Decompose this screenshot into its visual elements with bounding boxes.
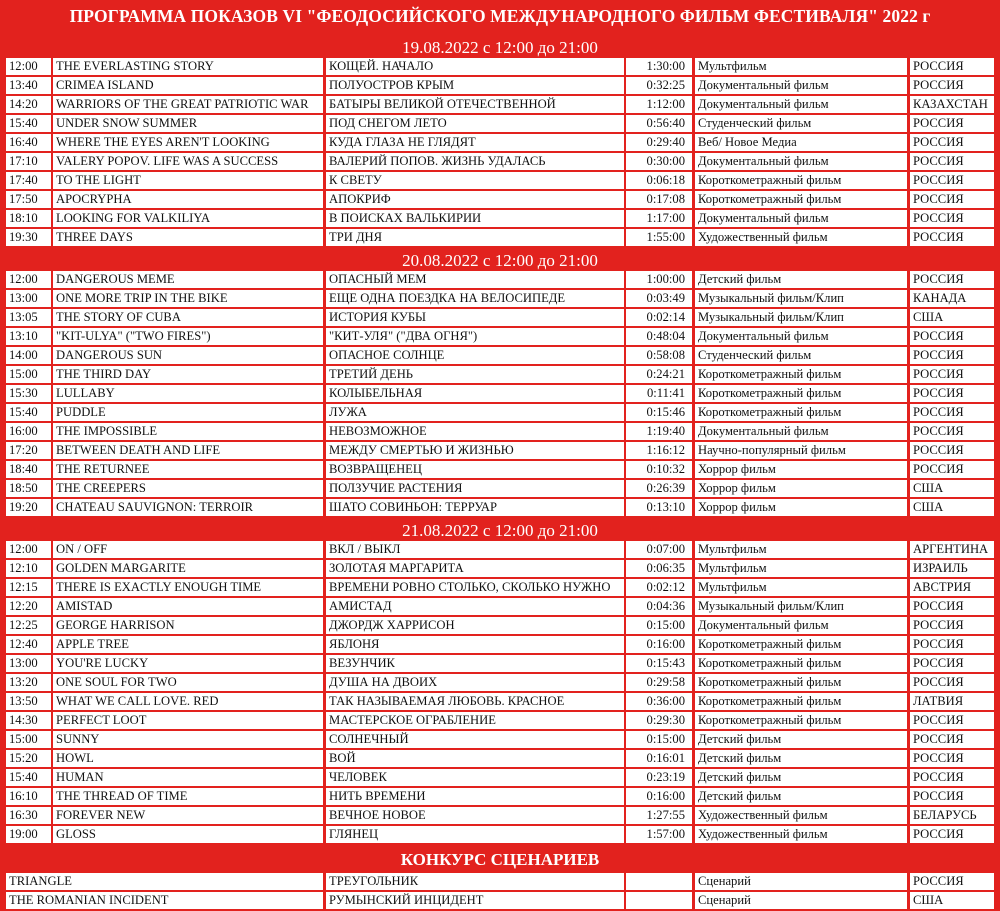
film-genre: Мультфильм <box>695 560 907 577</box>
film-genre: Документальный фильм <box>695 96 907 113</box>
film-title-en: THE RETURNEE <box>53 461 323 478</box>
film-title-ru: ТРИ ДНЯ <box>326 229 624 246</box>
film-duration: 1:27:55 <box>626 807 692 824</box>
film-title-ru: ИСТОРИЯ КУБЫ <box>326 309 624 326</box>
schedule-row <box>0 115 1000 134</box>
film-country: РОССИЯ <box>910 712 994 729</box>
film-title-en: ON / OFF <box>53 541 323 558</box>
film-duration: 0:02:12 <box>626 579 692 596</box>
film-duration: 1:30:00 <box>626 58 692 75</box>
screening-time: 19:20 <box>6 499 51 516</box>
script-title-en: THE ROMANIAN INCIDENT <box>6 892 323 909</box>
schedule-row <box>0 172 1000 191</box>
film-title-ru: КОЛЫБЕЛЬНАЯ <box>326 385 624 402</box>
film-title-en: THE THIRD DAY <box>53 366 323 383</box>
film-title-en: DANGEROUS MEME <box>53 271 323 288</box>
film-duration: 0:17:08 <box>626 191 692 208</box>
film-genre: Детский фильм <box>695 271 907 288</box>
film-title-ru: В ПОИСКАХ ВАЛЬКИРИИ <box>326 210 624 227</box>
film-duration: 0:15:00 <box>626 731 692 748</box>
film-genre: Короткометражный фильм <box>695 693 907 710</box>
film-genre: Музыкальный фильм/Клип <box>695 290 907 307</box>
film-duration: 0:30:00 <box>626 153 692 170</box>
film-title-en: FOREVER NEW <box>53 807 323 824</box>
schedule-row <box>0 404 1000 423</box>
film-genre: Короткометражный фильм <box>695 674 907 691</box>
screening-time: 18:50 <box>6 480 51 497</box>
film-title-en: ONE SOUL FOR TWO <box>53 674 323 691</box>
screening-time: 15:30 <box>6 385 51 402</box>
script-title-ru: ТРЕУГОЛЬНИК <box>326 873 624 890</box>
film-duration: 0:48:04 <box>626 328 692 345</box>
film-title-en: APPLE TREE <box>53 636 323 653</box>
film-duration: 0:10:32 <box>626 461 692 478</box>
film-country: РОССИЯ <box>910 271 994 288</box>
film-duration: 0:36:00 <box>626 693 692 710</box>
film-title-en: PUDDLE <box>53 404 323 421</box>
schedule-row <box>0 693 1000 712</box>
film-country: РОССИЯ <box>910 674 994 691</box>
film-title-ru: ПОЛУОСТРОВ КРЫМ <box>326 77 624 94</box>
screening-time: 17:10 <box>6 153 51 170</box>
film-title-en: LOOKING FOR VALKILIYA <box>53 210 323 227</box>
film-title-en: THE CREEPERS <box>53 480 323 497</box>
film-title-en: HOWL <box>53 750 323 767</box>
film-duration: 0:56:40 <box>626 115 692 132</box>
screening-time: 14:20 <box>6 96 51 113</box>
schedule-row <box>0 480 1000 499</box>
film-genre: Мультфильм <box>695 579 907 596</box>
film-country: РОССИЯ <box>910 115 994 132</box>
screening-time: 17:50 <box>6 191 51 208</box>
film-country: АВСТРИЯ <box>910 579 994 596</box>
screening-time: 16:40 <box>6 134 51 151</box>
film-genre: Документальный фильм <box>695 423 907 440</box>
schedule-row <box>0 769 1000 788</box>
film-country: ЛАТВИЯ <box>910 693 994 710</box>
schedule-row <box>0 461 1000 480</box>
schedule-row <box>0 210 1000 229</box>
film-title-ru: ТРЕТИЙ ДЕНЬ <box>326 366 624 383</box>
film-title-ru: ДЖОРДЖ ХАРРИСОН <box>326 617 624 634</box>
film-country: РОССИЯ <box>910 788 994 805</box>
film-country: США <box>910 309 994 326</box>
film-title-en: WHERE THE EYES AREN'T LOOKING <box>53 134 323 151</box>
film-genre: Художественный фильм <box>695 807 907 824</box>
film-title-en: GOLDEN MARGARITE <box>53 560 323 577</box>
film-genre: Хоррор фильм <box>695 480 907 497</box>
film-title-ru: ЕЩЕ ОДНА ПОЕЗДКА НА ВЕЛОСИПЕДЕ <box>326 290 624 307</box>
film-title-ru: ВЕЧНОЕ НОВОЕ <box>326 807 624 824</box>
film-duration: 1:16:12 <box>626 442 692 459</box>
screening-time: 13:10 <box>6 328 51 345</box>
day-header: 21.08.2022 с 12:00 до 21:00 <box>402 521 598 540</box>
schedule-row <box>0 153 1000 172</box>
script-row <box>0 892 1000 911</box>
film-country: РОССИЯ <box>910 153 994 170</box>
film-country: РОССИЯ <box>910 366 994 383</box>
film-title-en: UNDER SNOW SUMMER <box>53 115 323 132</box>
film-duration: 1:19:40 <box>626 423 692 440</box>
script-title-ru: РУМЫНСКИЙ ИНЦИДЕНТ <box>326 892 624 909</box>
film-duration: 0:24:21 <box>626 366 692 383</box>
film-genre: Хоррор фильм <box>695 499 907 516</box>
screening-time: 13:50 <box>6 693 51 710</box>
film-title-ru: КУДА ГЛАЗА НЕ ГЛЯДЯТ <box>326 134 624 151</box>
film-country: США <box>910 499 994 516</box>
film-title-ru: ТАК НАЗЫВАЕМАЯ ЛЮБОВЬ. КРАСНОЕ <box>326 693 624 710</box>
film-genre: Документальный фильм <box>695 617 907 634</box>
film-title-en: THREE DAYS <box>53 229 323 246</box>
film-duration: 0:02:14 <box>626 309 692 326</box>
schedule-row <box>0 385 1000 404</box>
film-genre: Короткометражный фильм <box>695 191 907 208</box>
screening-time: 13:20 <box>6 674 51 691</box>
screening-time: 15:40 <box>6 404 51 421</box>
film-genre: Мультфильм <box>695 58 907 75</box>
film-title-en: YOU'RE LUCKY <box>53 655 323 672</box>
film-genre: Детский фильм <box>695 788 907 805</box>
script-genre: Сценарий <box>695 892 907 909</box>
film-title-en: GLOSS <box>53 826 323 843</box>
film-title-ru: ЧЕЛОВЕК <box>326 769 624 786</box>
film-title-ru: БАТЫРЫ ВЕЛИКОЙ ОТЕЧЕСТВЕННОЙ <box>326 96 624 113</box>
film-genre: Детский фильм <box>695 750 907 767</box>
screening-time: 13:40 <box>6 77 51 94</box>
film-genre: Короткометражный фильм <box>695 636 907 653</box>
screening-time: 18:40 <box>6 461 51 478</box>
film-genre: Мультфильм <box>695 541 907 558</box>
script-duration <box>626 892 692 909</box>
screening-time: 15:00 <box>6 731 51 748</box>
screening-time: 12:40 <box>6 636 51 653</box>
scripts-contest-header: КОНКУРС СЦЕНАРИЕВ <box>400 850 600 869</box>
film-title-en: LULLABY <box>53 385 323 402</box>
film-title-en: CRIMEA ISLAND <box>53 77 323 94</box>
screening-time: 18:10 <box>6 210 51 227</box>
film-country: РОССИЯ <box>910 328 994 345</box>
film-title-ru: ВОЗВРАЩЕНЕЦ <box>326 461 624 478</box>
film-duration: 0:11:41 <box>626 385 692 402</box>
film-title-en: GEORGE HARRISON <box>53 617 323 634</box>
film-duration: 0:06:18 <box>626 172 692 189</box>
film-title-ru: ВОЙ <box>326 750 624 767</box>
schedule-row <box>0 807 1000 826</box>
film-title-ru: НИТЬ ВРЕМЕНИ <box>326 788 624 805</box>
film-duration: 0:29:40 <box>626 134 692 151</box>
film-genre: Хоррор фильм <box>695 461 907 478</box>
film-duration: 0:16:01 <box>626 750 692 767</box>
film-genre: Музыкальный фильм/Клип <box>695 309 907 326</box>
film-genre: Короткометражный фильм <box>695 655 907 672</box>
schedule-row <box>0 366 1000 385</box>
screening-time: 19:30 <box>6 229 51 246</box>
film-country: РОССИЯ <box>910 134 994 151</box>
page-title: ПРОГРАММА ПОКАЗОВ VI "ФЕОДОСИЙСКОГО МЕЖДУНАРОДНОГО ФИЛЬМ ФЕСТИВАЛЯ" 2022 г <box>69 6 931 26</box>
script-row <box>0 873 1000 892</box>
film-duration: 1:55:00 <box>626 229 692 246</box>
film-title-en: VALERY POPOV. LIFE WAS A SUCCESS <box>53 153 323 170</box>
film-title-ru: ПОД СНЕГОМ ЛЕТО <box>326 115 624 132</box>
film-country: КАНАДА <box>910 290 994 307</box>
film-country: РОССИЯ <box>910 769 994 786</box>
film-country: РОССИЯ <box>910 77 994 94</box>
schedule-row <box>0 636 1000 655</box>
film-title-en: WHAT WE CALL LOVE. RED <box>53 693 323 710</box>
schedule-row <box>0 579 1000 598</box>
film-title-en: SUNNY <box>53 731 323 748</box>
screening-time: 15:00 <box>6 366 51 383</box>
film-duration: 0:29:58 <box>626 674 692 691</box>
film-duration: 0:03:49 <box>626 290 692 307</box>
screening-time: 17:40 <box>6 172 51 189</box>
film-duration: 0:15:00 <box>626 617 692 634</box>
film-country: РОССИЯ <box>910 347 994 364</box>
film-title-ru: АПОКРИФ <box>326 191 624 208</box>
film-title-ru: МАСТЕРСКОЕ ОГРАБЛЕНИЕ <box>326 712 624 729</box>
schedule-row <box>0 750 1000 769</box>
screening-time: 16:30 <box>6 807 51 824</box>
schedule-row <box>0 442 1000 461</box>
film-genre: Короткометражный фильм <box>695 366 907 383</box>
film-duration: 0:15:43 <box>626 655 692 672</box>
film-country: РОССИЯ <box>910 636 994 653</box>
schedule-row <box>0 347 1000 366</box>
schedule-row <box>0 423 1000 442</box>
schedule-row <box>0 541 1000 560</box>
film-title-ru: ЗОЛОТАЯ МАРГАРИТА <box>326 560 624 577</box>
film-duration: 1:57:00 <box>626 826 692 843</box>
film-duration: 0:58:08 <box>626 347 692 364</box>
film-genre: Студенческий фильм <box>695 115 907 132</box>
film-genre: Документальный фильм <box>695 328 907 345</box>
film-country: РОССИЯ <box>910 172 994 189</box>
film-duration: 0:06:35 <box>626 560 692 577</box>
film-title-ru: ШАТО СОВИНЬОН: ТЕРРУАР <box>326 499 624 516</box>
schedule-row <box>0 712 1000 731</box>
film-genre: Документальный фильм <box>695 77 907 94</box>
film-duration: 0:13:10 <box>626 499 692 516</box>
film-genre: Научно-популярный фильм <box>695 442 907 459</box>
film-country: РОССИЯ <box>910 191 994 208</box>
film-title-en: "KIT-ULYA" ("TWO FIRES") <box>53 328 323 345</box>
film-title-ru: ВРЕМЕНИ РОВНО СТОЛЬКО, СКОЛЬКО НУЖНО <box>326 579 624 596</box>
schedule-row <box>0 229 1000 248</box>
film-genre: Детский фильм <box>695 769 907 786</box>
screening-time: 12:15 <box>6 579 51 596</box>
film-title-en: HUMAN <box>53 769 323 786</box>
film-country: РОССИЯ <box>910 598 994 615</box>
screening-time: 19:00 <box>6 826 51 843</box>
film-duration: 0:29:30 <box>626 712 692 729</box>
film-duration: 0:23:19 <box>626 769 692 786</box>
film-title-en: THERE IS EXACTLY ENOUGH TIME <box>53 579 323 596</box>
screening-time: 13:00 <box>6 655 51 672</box>
film-title-ru: ПОЛЗУЧИЕ РАСТЕНИЯ <box>326 480 624 497</box>
schedule-row <box>0 617 1000 636</box>
screening-time: 15:40 <box>6 769 51 786</box>
film-duration: 1:00:00 <box>626 271 692 288</box>
film-genre: Детский фильм <box>695 731 907 748</box>
film-duration: 0:16:00 <box>626 788 692 805</box>
film-country: РОССИЯ <box>910 229 994 246</box>
film-country: РОССИЯ <box>910 750 994 767</box>
screening-time: 12:10 <box>6 560 51 577</box>
schedule-row <box>0 499 1000 518</box>
film-genre: Документальный фильм <box>695 210 907 227</box>
film-title-en: ONE MORE TRIP IN THE BIKE <box>53 290 323 307</box>
screening-time: 12:25 <box>6 617 51 634</box>
film-title-en: DANGEROUS SUN <box>53 347 323 364</box>
film-title-ru: К СВЕТУ <box>326 172 624 189</box>
film-title-ru: ГЛЯНЕЦ <box>326 826 624 843</box>
screening-time: 12:00 <box>6 58 51 75</box>
film-title-en: CHATEAU SAUVIGNON: TERROIR <box>53 499 323 516</box>
film-country: РОССИЯ <box>910 423 994 440</box>
schedule-row <box>0 826 1000 845</box>
film-title-ru: ОПАСНОЕ СОЛНЦЕ <box>326 347 624 364</box>
film-country: РОССИЯ <box>910 617 994 634</box>
schedule-row <box>0 674 1000 693</box>
film-duration: 0:26:39 <box>626 480 692 497</box>
film-title-en: APOCRYPHA <box>53 191 323 208</box>
film-country: РОССИЯ <box>910 385 994 402</box>
screening-time: 14:00 <box>6 347 51 364</box>
film-country: РОССИЯ <box>910 655 994 672</box>
film-duration: 0:16:00 <box>626 636 692 653</box>
film-genre: Короткометражный фильм <box>695 385 907 402</box>
schedule-row <box>0 309 1000 328</box>
screening-time: 15:20 <box>6 750 51 767</box>
film-genre: Художественный фильм <box>695 826 907 843</box>
schedule-row <box>0 655 1000 674</box>
film-title-en: PERFECT LOOT <box>53 712 323 729</box>
schedule-row <box>0 96 1000 115</box>
film-duration: 0:32:25 <box>626 77 692 94</box>
film-title-ru: КОЩЕЙ. НАЧАЛО <box>326 58 624 75</box>
screening-time: 16:10 <box>6 788 51 805</box>
screening-time: 12:00 <box>6 271 51 288</box>
film-title-ru: ЯБЛОНЯ <box>326 636 624 653</box>
film-country: ИЗРАИЛЬ <box>910 560 994 577</box>
film-title-ru: МЕЖДУ СМЕРТЬЮ И ЖИЗНЬЮ <box>326 442 624 459</box>
film-genre: Веб/ Новое Медиа <box>695 134 907 151</box>
film-duration: 1:12:00 <box>626 96 692 113</box>
film-country: БЕЛАРУСЬ <box>910 807 994 824</box>
film-title-ru: АМИСТАД <box>326 598 624 615</box>
schedule-row <box>0 290 1000 309</box>
schedule-row <box>0 788 1000 807</box>
screening-time: 15:40 <box>6 115 51 132</box>
screening-time: 16:00 <box>6 423 51 440</box>
screening-time: 13:00 <box>6 290 51 307</box>
screening-time: 17:20 <box>6 442 51 459</box>
film-title-en: THE IMPOSSIBLE <box>53 423 323 440</box>
film-country: РОССИЯ <box>910 210 994 227</box>
film-duration: 0:15:46 <box>626 404 692 421</box>
film-country: РОССИЯ <box>910 826 994 843</box>
film-genre: Художественный фильм <box>695 229 907 246</box>
film-title-ru: ОПАСНЫЙ МЕМ <box>326 271 624 288</box>
script-genre: Сценарий <box>695 873 907 890</box>
film-title-ru: СОЛНЕЧНЫЙ <box>326 731 624 748</box>
script-duration <box>626 873 692 890</box>
film-genre: Музыкальный фильм/Клип <box>695 598 907 615</box>
script-title-en: TRIANGLE <box>6 873 323 890</box>
film-country: РОССИЯ <box>910 442 994 459</box>
film-genre: Студенческий фильм <box>695 347 907 364</box>
film-title-ru: ДУША НА ДВОИХ <box>326 674 624 691</box>
film-duration: 1:17:00 <box>626 210 692 227</box>
film-country: РОССИЯ <box>910 731 994 748</box>
schedule-row <box>0 191 1000 210</box>
film-country: РОССИЯ <box>910 461 994 478</box>
film-country: АРГЕНТИНА <box>910 541 994 558</box>
screening-time: 14:30 <box>6 712 51 729</box>
schedule-row <box>0 271 1000 290</box>
film-title-en: THE THREAD OF TIME <box>53 788 323 805</box>
film-country: КАЗАХСТАН <box>910 96 994 113</box>
film-title-ru: ВКЛ / ВЫКЛ <box>326 541 624 558</box>
film-genre: Короткометражный фильм <box>695 712 907 729</box>
film-title-ru: ЛУЖА <box>326 404 624 421</box>
film-country: РОССИЯ <box>910 58 994 75</box>
schedule-row <box>0 731 1000 750</box>
schedule-row <box>0 58 1000 77</box>
film-title-en: WARRIORS OF THE GREAT PATRIOTIC WAR <box>53 96 323 113</box>
film-duration: 0:07:00 <box>626 541 692 558</box>
schedule-row <box>0 134 1000 153</box>
schedule-row <box>0 560 1000 579</box>
film-title-en: THE STORY OF CUBA <box>53 309 323 326</box>
film-title-en: BETWEEN DEATH AND LIFE <box>53 442 323 459</box>
script-country: РОССИЯ <box>910 873 994 890</box>
film-title-en: THE EVERLASTING STORY <box>53 58 323 75</box>
film-title-en: AMISTAD <box>53 598 323 615</box>
film-title-ru: ВАЛЕРИЙ ПОПОВ. ЖИЗНЬ УДАЛАСЬ <box>326 153 624 170</box>
film-title-en: TO THE LIGHT <box>53 172 323 189</box>
day-header: 19.08.2022 с 12:00 до 21:00 <box>402 38 598 57</box>
schedule-row <box>0 598 1000 617</box>
screening-time: 13:05 <box>6 309 51 326</box>
day-header: 20.08.2022 с 12:00 до 21:00 <box>402 251 598 270</box>
schedule-row <box>0 77 1000 96</box>
schedule-row <box>0 328 1000 347</box>
film-title-ru: "КИТ-УЛЯ" ("ДВА ОГНЯ") <box>326 328 624 345</box>
film-duration: 0:04:36 <box>626 598 692 615</box>
film-country: США <box>910 480 994 497</box>
screening-time: 12:00 <box>6 541 51 558</box>
film-country: РОССИЯ <box>910 404 994 421</box>
screening-time: 12:20 <box>6 598 51 615</box>
script-country: США <box>910 892 994 909</box>
film-genre: Короткометражный фильм <box>695 172 907 189</box>
film-title-ru: ВЕЗУНЧИК <box>326 655 624 672</box>
film-genre: Короткометражный фильм <box>695 404 907 421</box>
film-title-ru: НЕВОЗМОЖНОЕ <box>326 423 624 440</box>
film-genre: Документальный фильм <box>695 153 907 170</box>
